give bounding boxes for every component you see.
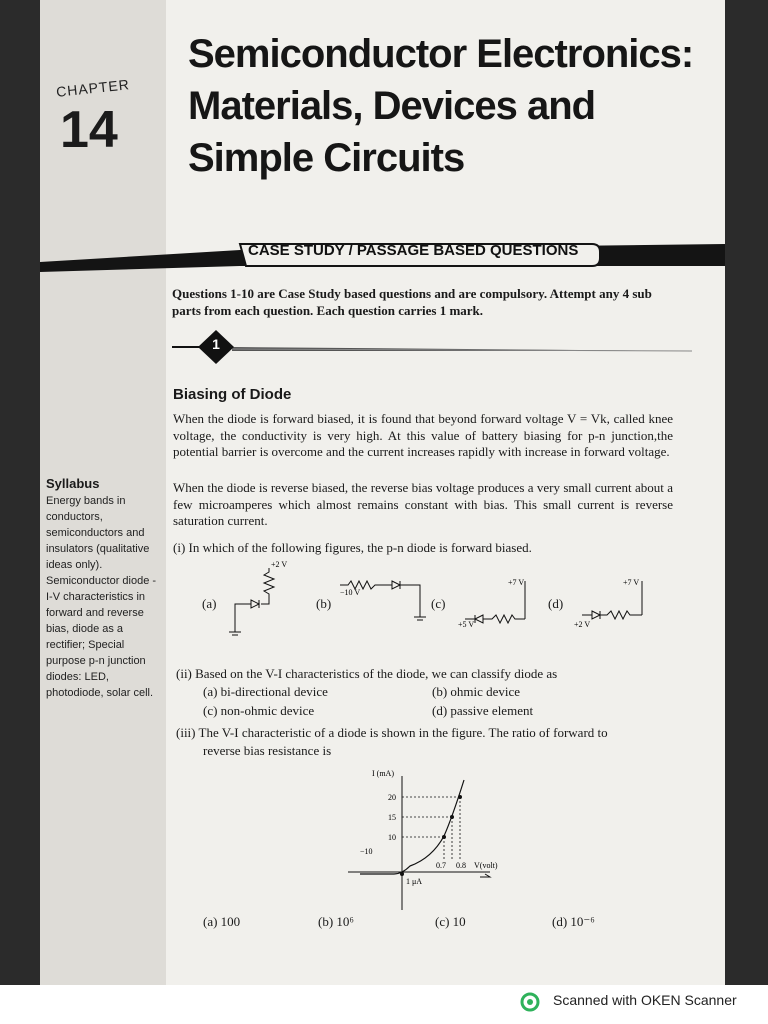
q2-option-a: (a) bi-directional device <box>203 684 328 699</box>
q1-option-b-label: (b) <box>316 596 332 611</box>
q3-option-d: (d) 10⁻⁶ <box>552 914 595 929</box>
circuit-d-top-voltage: +7 V <box>623 578 640 587</box>
graph-current-label: 1 μA <box>406 877 423 886</box>
chapter-title <box>188 28 693 184</box>
q2-option-c: (c) non-ohmic device <box>203 703 315 718</box>
instructions: Questions 1-10 are Case Study based questions and are compulsory. Attempt any 4 sub parts from each question. Each question carries 1 mark. <box>172 286 652 318</box>
circuit-b <box>340 575 430 630</box>
title-line-2: Materials, Devices and <box>188 84 596 128</box>
circuit-a-voltage: +2 V <box>271 560 288 569</box>
oken-scanner-logo-icon <box>520 992 540 1012</box>
graph-xtick-07: 0.7 <box>436 861 446 870</box>
graph-negative-label: −10 <box>360 847 373 856</box>
circuit-c <box>455 575 535 630</box>
paragraph-forward-bias: When the diode is forward biased, it is found that beyond forward voltage V = Vk, called knee voltage, the conductivity is very high. At this value of battery biasing for p-n junction,the potential barrier is overcome and the current increases rapidly with increase in forward voltage. <box>173 411 673 459</box>
question-number-marker <box>172 326 692 366</box>
case-heading: Biasing of Diode <box>173 386 292 403</box>
paragraph-reverse-bias: When the diode is reverse biased, the reverse bias voltage produces a very small current about a few microamperes which almost remains constant with bias. This small current is reverse saturation current. <box>173 480 673 528</box>
graph-ytick-15: 15 <box>388 813 396 822</box>
q2-option-b: (b) ohmic device <box>432 684 521 699</box>
circuit-b-voltage: −10 V <box>340 588 361 597</box>
circuit-a <box>225 560 288 640</box>
title-line-1: Semiconductor Electronics: <box>188 32 694 76</box>
graph-ytick-10: 10 <box>388 833 396 842</box>
question-2-stem: (ii) Based on the V-I characteristics of the diode, we can classify diode as <box>176 666 558 681</box>
q3-option-a: (a) 100 <box>203 914 241 929</box>
scanner-footer-text: Scanned with OKEN Scanner <box>553 992 737 1008</box>
title-line-3: Simple Circuits <box>188 136 465 180</box>
q3-option-b: (b) 10⁶ <box>318 914 354 929</box>
graph-ylabel: I (mA) <box>372 769 394 778</box>
syllabus-text: Energy bands in conductors, semiconductors and insulators (qualitative ideas only). Semiconductor diode - I-V characteristics in forward and reverse bias, diode as a rectifier; Special purpose p-n junction diodes: LED, photodiode, solar cell. <box>46 495 157 699</box>
q1-option-c-label: (c) <box>431 596 446 611</box>
circuit-d <box>570 575 650 630</box>
q3-option-c: (c) 10 <box>435 914 466 929</box>
circuit-c-bottom-voltage: +5 V <box>458 620 475 629</box>
graph-xlabel: V(volt) <box>474 861 498 870</box>
graph-xtick-08: 0.8 <box>456 861 466 870</box>
graph-ytick-20: 20 <box>388 793 396 802</box>
question-1-stem: (i) In which of the following figures, the p-n diode is forward biased. <box>173 540 532 555</box>
question-3-stem-line-1: (iii) The V-I characteristic of a diode is shown in the figure. The ratio of forward to <box>176 725 608 740</box>
syllabus-title: Syllabus <box>46 476 100 491</box>
question-number: 1 <box>212 336 220 352</box>
circuit-d-bottom-voltage: +2 V <box>574 620 591 629</box>
vi-characteristic-graph <box>340 762 520 912</box>
chapter-label: CHAPTER <box>55 76 131 100</box>
q1-option-d-label: (d) <box>548 596 564 611</box>
q1-option-a-label: (a) <box>202 596 217 611</box>
question-3-stem-line-2: reverse bias resistance is <box>203 743 332 758</box>
q2-option-d: (d) passive element <box>432 703 534 718</box>
chapter-number: 14 <box>60 101 118 159</box>
section-title: CASE STUDY / PASSAGE BASED QUESTIONS <box>248 242 579 259</box>
circuit-c-top-voltage: +7 V <box>508 578 525 587</box>
